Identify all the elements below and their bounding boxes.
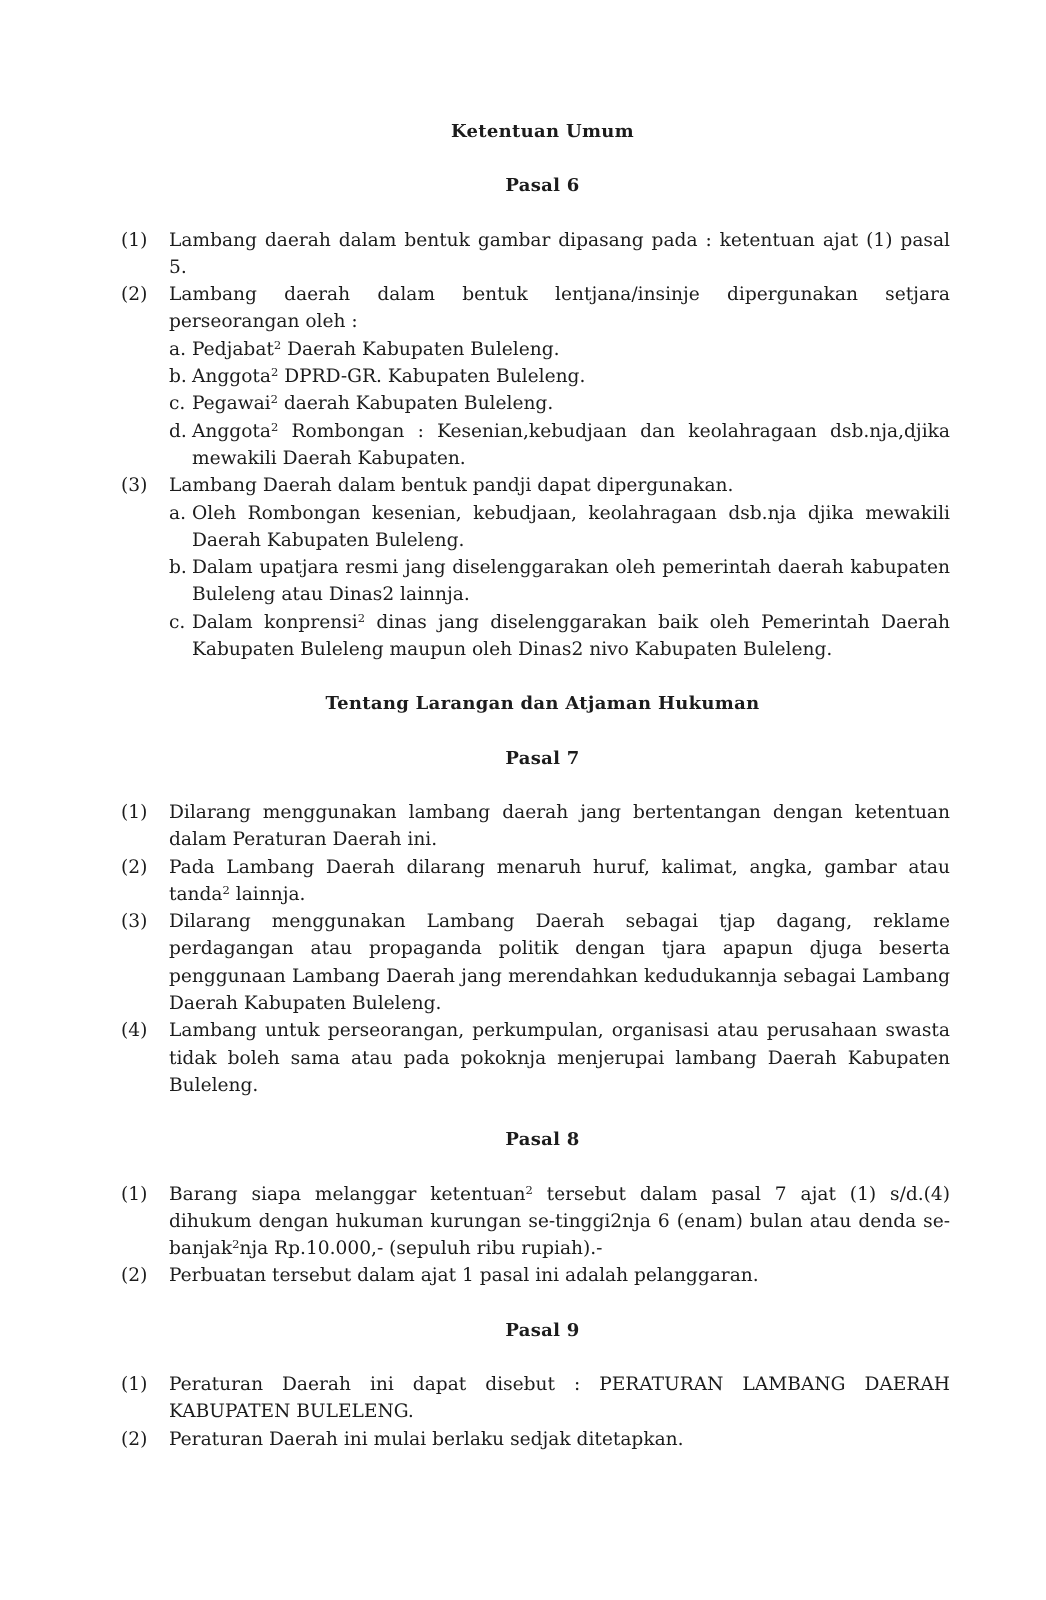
item-number: (3) [121, 911, 148, 933]
sub-item-text: Anggota$^2$ DPRD-GR. Kabupaten Buleleng. [192, 365, 586, 388]
pasal-8-item-1 [121, 1181, 950, 1263]
sub-item-label: c. [169, 393, 186, 415]
sub-item-text: Anggota$^2$ Rombongan : Kesenian,kebudjaan dan keolahragaan dsb.nja,djika mewakili Daerah Kabupaten. [192, 419, 950, 469]
item-text: Lambang daerah dalam bentuk lentjana/insinje dipergunakan setjara perseorangan oleh : [169, 284, 950, 333]
item-number: (3) [121, 475, 148, 497]
sub-item-text: Dalam konprensi$^2$ dinas jang diselenggarakan baik oleh Pemerintah Daerah Kabupaten Buleleng maupun oleh Dinas2 nivo Kabupaten Buleleng. [192, 610, 951, 661]
sub-item-text: Dalam upatjara resmi jang diselenggarakan oleh pemerintah daerah kabupaten Buleleng atau Dinas2 lainnja. [192, 557, 950, 606]
item-text: Lambang Daerah dalam bentuk pandji dapat dipergunakan. [169, 475, 734, 497]
sub-item-text: Oleh Rombongan kesenian, kebudjaan, keolahragaan dsb.nja djika mewakili Daerah Kabupaten Buleleng. [192, 502, 950, 551]
sub-item-text: Pedjabat$^2$ Daerah Kabupaten Buleleng. [192, 338, 560, 360]
item-text: Lambang untuk perseorangan, perkumpulan, organisasi atau perusahaan swasta tidak boleh sama atau pada pokoknja menjerupai lambang Daerah Kabupaten Buleleng. [169, 1020, 950, 1096]
item-text: Pada Lambang Daerah dilarang menaruh huruf, kalimat, angka, gambar atau tanda$^2$ lainnja. [169, 856, 950, 905]
pasal-6-item-2 [121, 281, 950, 336]
sub-item-label: b. [169, 366, 187, 388]
item-text: Dilarang menggunakan Lambang Daerah sebagai tjap dagang, reklame perdagangan atau propaganda politik dengan tjara apapun djuga beserta penggunaan Lambang Daerah jang merendahkan kedudukannja sebagai Lambang Daerah Kabupaten Buleleng. [169, 911, 950, 1015]
pasal-7-item-1 [121, 799, 950, 854]
section-heading-ketentuan-umum: Ketentuan Umum [450, 121, 635, 142]
pasal-8-item-2 [121, 1262, 950, 1289]
item-number: (1) [121, 1183, 148, 1205]
item-text: Dilarang menggunakan lambang daerah jang bertentangan dengan ketentuan dalam Peraturan Daerah ini. [169, 801, 950, 851]
pasal-6-item-2-b [121, 363, 950, 390]
pasal-7-item-3 [121, 908, 950, 1017]
pasal-6-item-3-c [121, 609, 950, 664]
item-text: Perbuatan tersebut dalam ajat 1 pasal ini adalah pelanggaran. [169, 1265, 759, 1287]
pasal-7-item-2 [121, 854, 950, 909]
sub-item-label: c. [169, 611, 186, 633]
pasal-6-item-3 [121, 472, 950, 499]
item-number: (2) [121, 1265, 148, 1287]
pasal-6-item-3-a [121, 500, 950, 555]
pasal-8-title: Pasal 8 [505, 1129, 580, 1151]
item-number: (1) [121, 1373, 148, 1395]
sub-item-label: b. [169, 557, 187, 579]
pasal-9-item-1 [121, 1371, 950, 1426]
item-text: Peraturan Daerah ini mulai berlaku sedjak ditetapkan. [169, 1428, 684, 1450]
item-text: Barang siapa melanggar ketentuan$^2$ tersebut dalam pasal 7 ajat (1) s/d.(4) dihukum dengan hukuman kurungan se-tinggi2nja 6 (enam) bulan atau denda se-banjak$^2$nja Rp.10.000,- (sepuluh ribu rupiah).- [169, 1182, 950, 1260]
sub-item-label: a. [169, 502, 186, 524]
sub-item-text: Pegawai$^2$ daerah Kabupaten Buleleng. [192, 392, 554, 415]
pasal-6-item-2-c [121, 390, 950, 417]
item-number: (2) [121, 856, 148, 878]
item-number: (2) [121, 284, 148, 306]
pasal-6-item-2-a [121, 336, 950, 363]
item-text: Peraturan Daerah ini dapat disebut : PERATURAN LAMBANG DAERAH KABUPATEN BULELENG. [169, 1373, 950, 1423]
sub-item-label: d. [169, 420, 187, 442]
item-number: (1) [121, 229, 148, 251]
item-number: (4) [121, 1020, 148, 1042]
pasal-7-item-4 [121, 1017, 950, 1099]
pasal-9-item-2 [121, 1426, 950, 1453]
item-text: Lambang daerah dalam bentuk gambar dipasang pada : ketentuan ajat (1) pasal 5. [169, 229, 950, 278]
pasal-6-item-2-d [121, 418, 950, 473]
pasal-7-title: Pasal 7 [505, 747, 580, 769]
section-heading-larangan: Tentang Larangan dan Atjaman Hukuman [325, 693, 760, 715]
item-number: (2) [121, 1428, 148, 1450]
pasal-6-item-1 [121, 227, 950, 282]
pasal-9-title: Pasal 9 [505, 1319, 580, 1341]
pasal-6-item-3-b [121, 554, 950, 609]
pasal-6-title: Pasal 6 [505, 175, 580, 197]
item-number: (1) [121, 801, 148, 823]
sub-item-label: a. [169, 338, 186, 360]
